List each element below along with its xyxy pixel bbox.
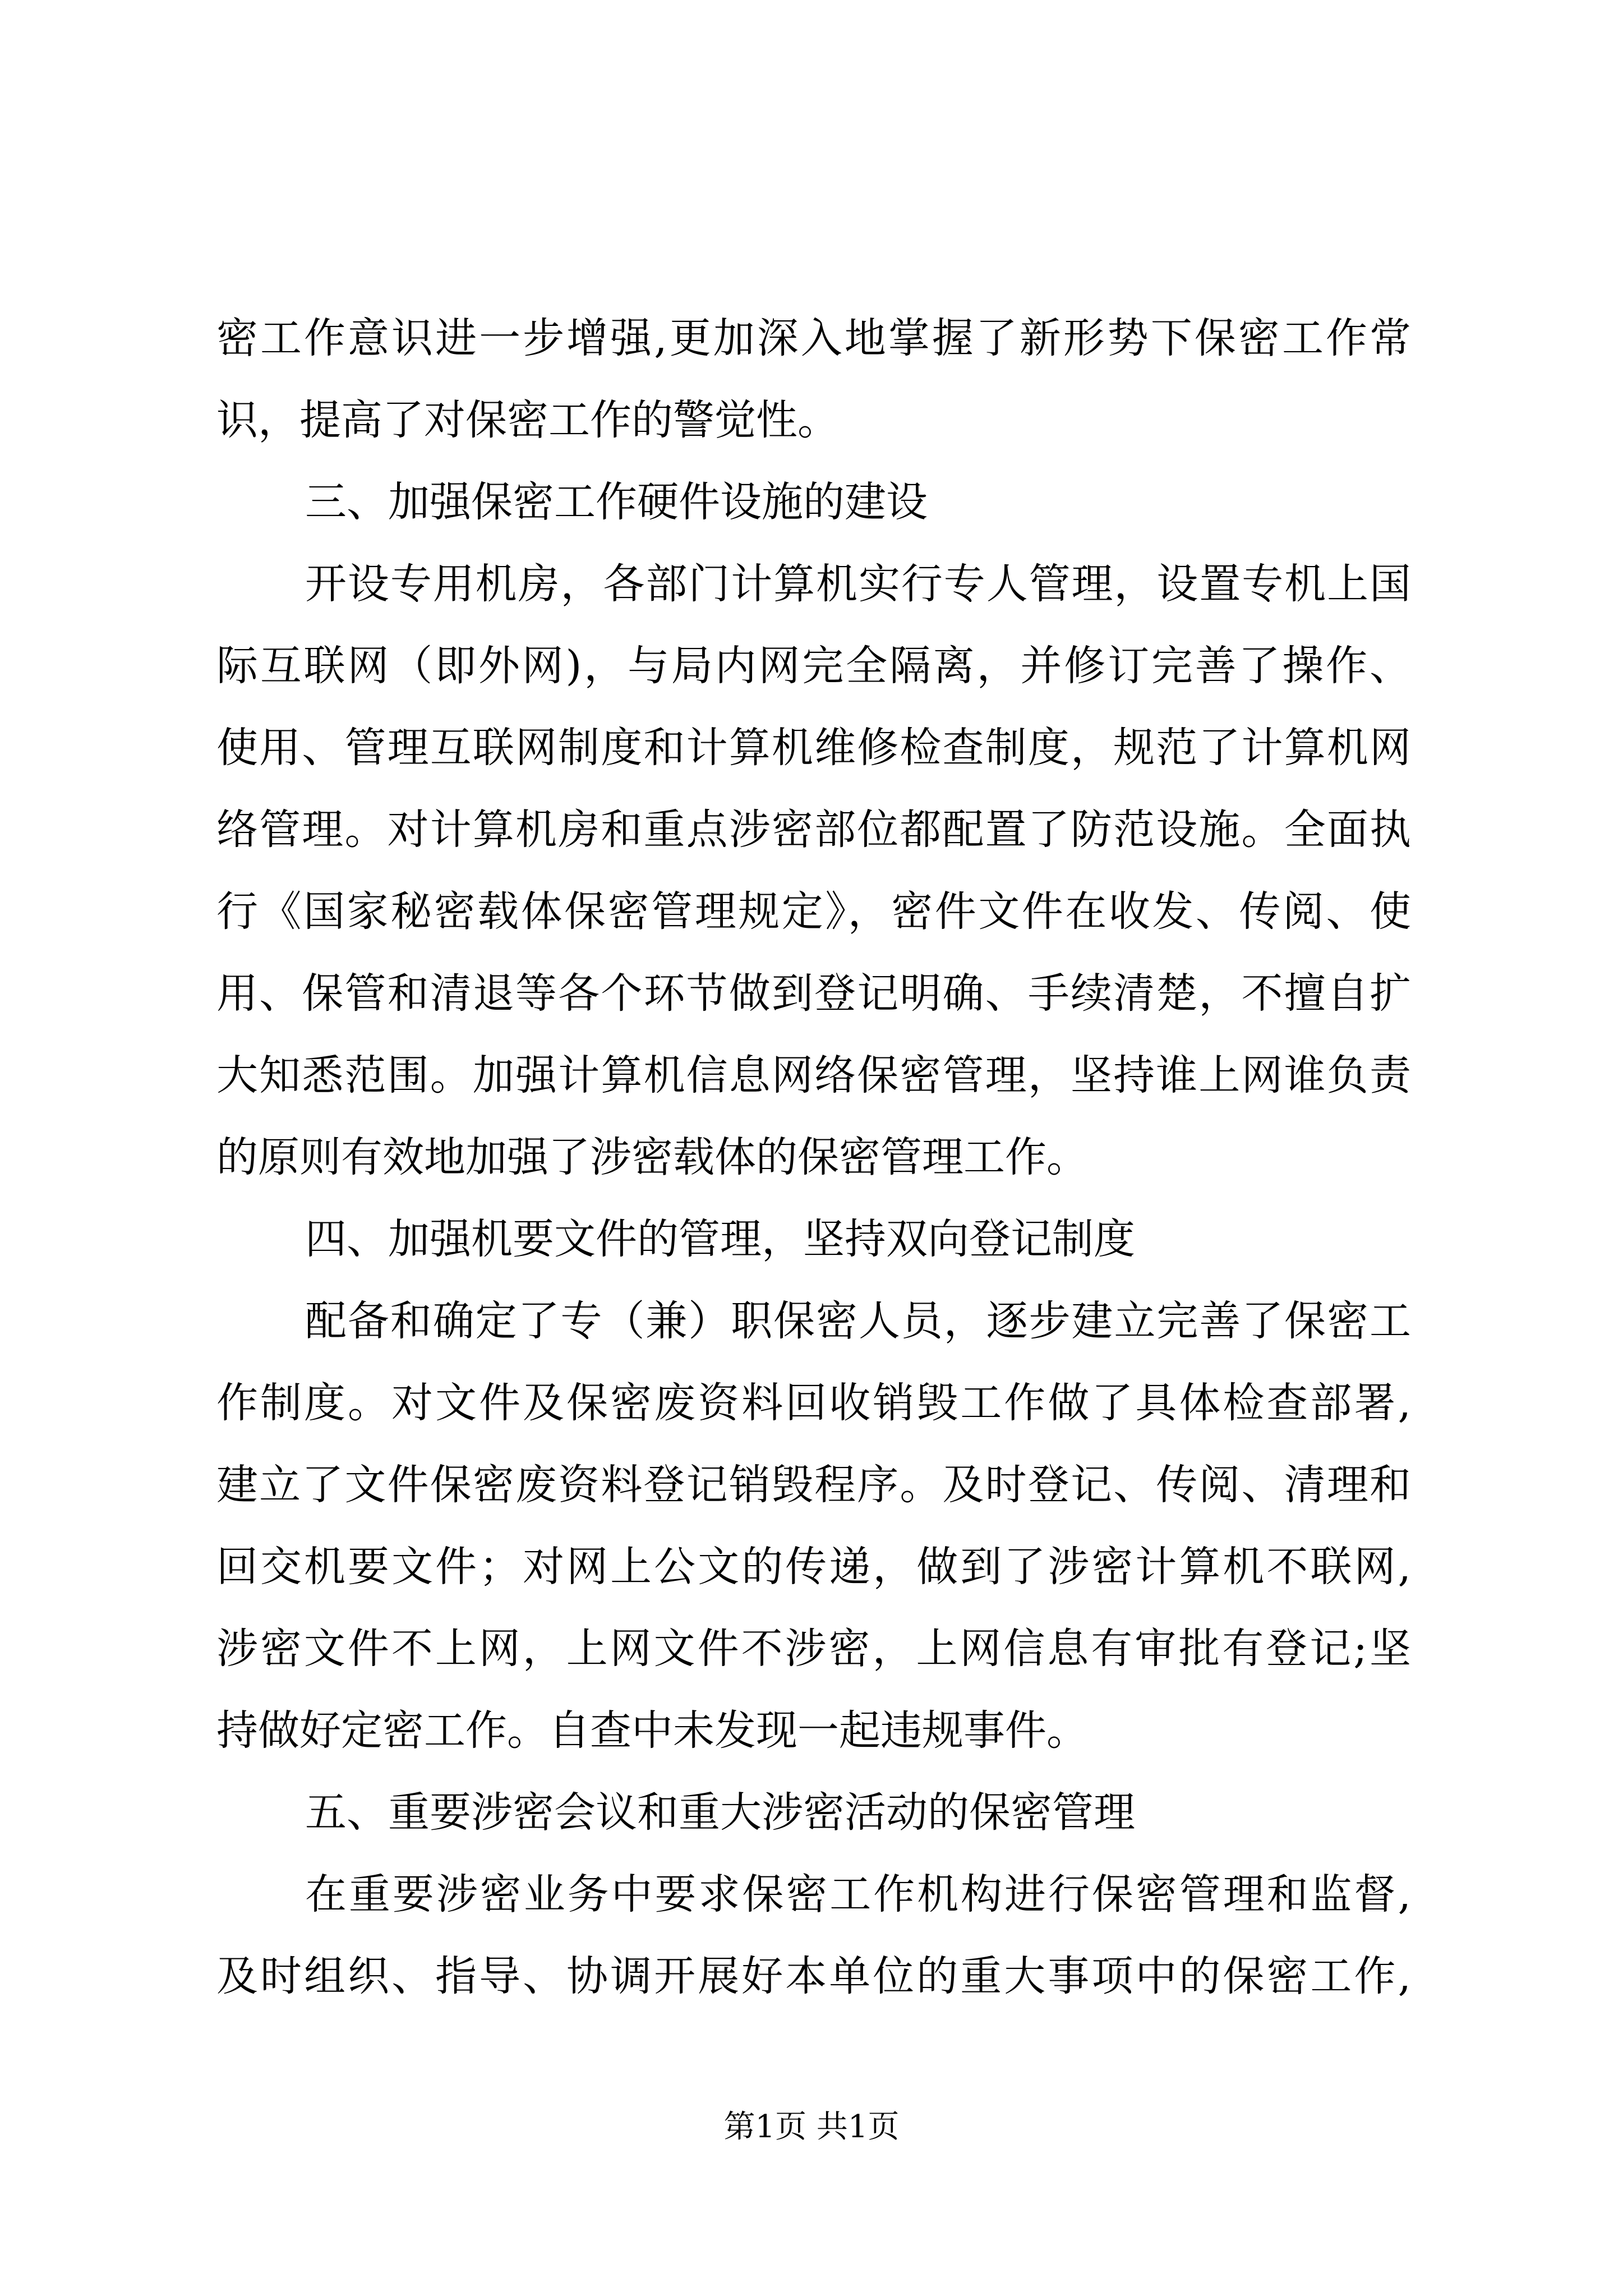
- text-line: 际互联网（即外网)，与局内网完全隔离，并修订完善了操作、: [216, 642, 1411, 690]
- text-line: 配备和确定了专（兼）职保密人员，逐步建立完善了保密工: [305, 1297, 1411, 1345]
- text-line: 用、保管和清退等各个环节做到登记明确、手续清楚，不擅自扩: [216, 969, 1411, 1018]
- section-heading: 三、加强保密工作硬件设施的建设: [305, 478, 928, 526]
- document-body: [216, 297, 1411, 2017]
- text-line: 回交机要文件；对网上公文的传递，做到了涉密计算机不联网,: [216, 1543, 1411, 1591]
- text-line: 及时组织、指导、协调开展好本单位的重大事项中的保密工作,: [216, 1952, 1411, 2000]
- page-footer: 第1页 共1页: [723, 2109, 900, 2145]
- text-line: 持做好定密工作。自查中未发现一起违规事件。: [216, 1706, 1088, 1755]
- text-line: 行《国家秘密载体保密管理规定》，密件文件在收发、传阅、使: [216, 887, 1411, 936]
- text-line: 开设专用机房，各部门计算机实行专人管理，设置专机上国: [305, 560, 1411, 608]
- text-line: 涉密文件不上网，上网文件不涉密，上网信息有审批有登记;坚: [216, 1625, 1411, 1673]
- text-line: 识，提高了对保密工作的警觉性。: [216, 396, 839, 444]
- text-line: 在重要涉密业务中要求保密工作机构进行保密管理和监督,: [305, 1870, 1411, 1918]
- section-heading: 四、加强机要文件的管理，坚持双向登记制度: [305, 1215, 1135, 1263]
- text-line: 建立了文件保密废资料登记销毁程序。及时登记、传阅、清理和: [216, 1461, 1411, 1509]
- section-heading: 五、重要涉密会议和重大涉密活动的保密管理: [305, 1788, 1135, 1837]
- text-line: 的原则有效地加强了涉密载体的保密管理工作。: [216, 1133, 1088, 1181]
- text-line: 使用、管理互联网制度和计算机维修检查制度，规范了计算机网: [216, 724, 1411, 772]
- text-line: 作制度。对文件及保密废资料回收销毁工作做了具体检查部署,: [216, 1379, 1411, 1427]
- text-line: 大知悉范围。加强计算机信息网络保密管理，坚持谁上网谁负责: [216, 1051, 1411, 1099]
- text-line: 络管理。对计算机房和重点涉密部位都配置了防范设施。全面执: [216, 806, 1411, 854]
- text-line: 密工作意识进一步增强,更加深入地掌握了新形势下保密工作常: [216, 314, 1411, 362]
